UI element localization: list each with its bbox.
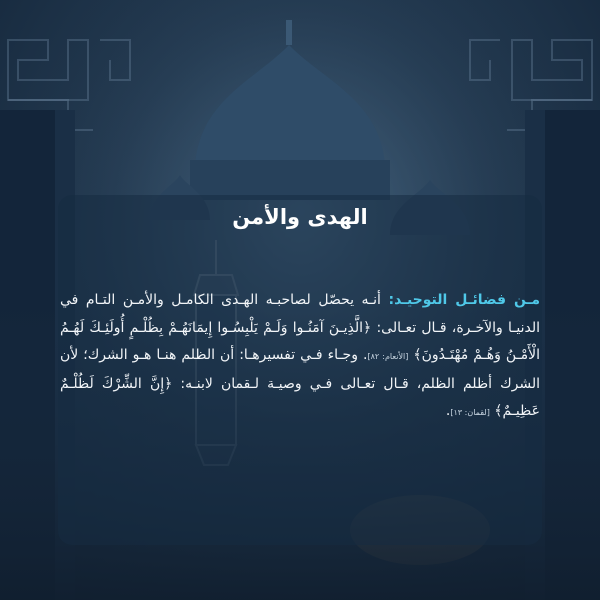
paragraph-text-3: . (445, 403, 451, 419)
paragraph-text-2: . وجـاء فـي تفسيرهـا: أن الظلم هنـا هـو الشرك؛ لأن الشرك أظلم الظلم، قـال تعـالى فـي وصيـة لـقمان لابنـه: ﴿إِنَّ الشِّرْكَ لَظُلْـمٌ عَظِيـمٌ﴾ (60, 347, 540, 419)
lead-phrase: مـن فضائـل التوحيـد: (388, 292, 540, 308)
page-title: الهدى والأمن (232, 205, 368, 229)
citation-anaam: [الأنعام: ٨٢] (367, 352, 409, 361)
paragraph-text-1: أنـه يحصّل لصاحبـه الهـدى الكامـل والأمـن التـام في الدنيـا والآخـرة، قـال تعـالى: ﴿الَّذِيـنَ آمَنُـوا وَلَـمْ يَلْبِسُـوا إِيمَانَهُـمْ بِظُلْـمٍ أُولَئِـكَ لَهُـمُ الْأَمْـنُ وَهُـمْ مُهْتَـدُونَ﴾ (60, 292, 541, 363)
citation-luqman: [لقمان: ١٣] (450, 408, 490, 417)
body-paragraph (60, 287, 540, 427)
